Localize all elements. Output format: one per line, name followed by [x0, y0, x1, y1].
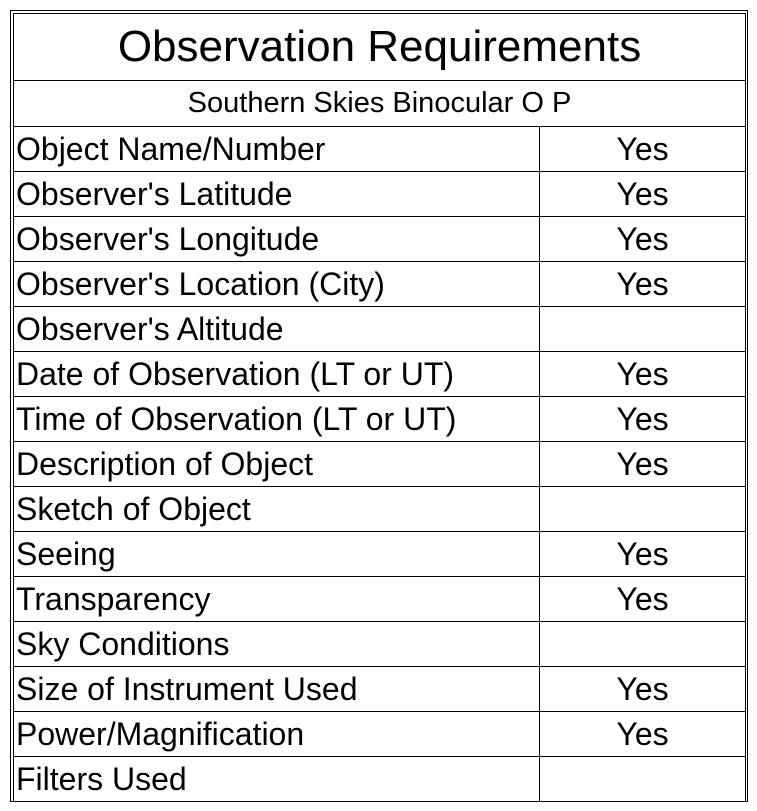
requirement-label: Size of Instrument Used [14, 667, 540, 712]
table-row [14, 217, 746, 262]
requirement-value: Yes [540, 712, 746, 757]
requirement-label: Time of Observation (LT or UT) [14, 397, 540, 442]
requirement-label: Observer's Longitude [14, 217, 540, 262]
table-row [14, 667, 746, 712]
requirement-value: Yes [540, 172, 746, 217]
requirement-label: Seeing [14, 532, 540, 577]
requirement-value: Yes [540, 442, 746, 487]
requirement-label: Power/Magnification [14, 712, 540, 757]
requirement-label: Observer's Location (City) [14, 262, 540, 307]
table-row [14, 532, 746, 577]
subtitle-row [14, 81, 746, 127]
table-row [14, 127, 746, 172]
table-title: Observation Requirements [14, 14, 746, 81]
title-row [14, 14, 746, 81]
requirement-value: Yes [540, 397, 746, 442]
table-row [14, 577, 746, 622]
requirement-label: Sketch of Object [14, 487, 540, 532]
requirement-label: Transparency [14, 577, 540, 622]
requirement-value: Yes [540, 577, 746, 622]
table-row [14, 487, 746, 532]
requirement-label: Description of Object [14, 442, 540, 487]
requirement-label: Observer's Altitude [14, 307, 540, 352]
requirement-value [540, 487, 746, 532]
requirement-value: Yes [540, 127, 746, 172]
requirements-table-frame [10, 10, 748, 802]
table-row [14, 757, 746, 802]
table-row [14, 262, 746, 307]
requirements-table [13, 13, 746, 802]
requirement-value [540, 757, 746, 802]
table-row [14, 397, 746, 442]
requirement-value: Yes [540, 262, 746, 307]
requirement-value: Yes [540, 352, 746, 397]
requirement-value: Yes [540, 667, 746, 712]
table-row [14, 352, 746, 397]
requirement-label: Object Name/Number [14, 127, 540, 172]
requirement-value [540, 622, 746, 667]
table-row [14, 442, 746, 487]
table-row [14, 307, 746, 352]
requirement-value: Yes [540, 217, 746, 262]
table-row [14, 622, 746, 667]
table-row [14, 172, 746, 217]
requirement-value [540, 307, 746, 352]
table-subtitle: Southern Skies Binocular O P [14, 81, 746, 127]
requirement-label: Filters Used [14, 757, 540, 802]
requirement-label: Observer's Latitude [14, 172, 540, 217]
requirement-value: Yes [540, 532, 746, 577]
table-row [14, 712, 746, 757]
requirement-label: Date of Observation (LT or UT) [14, 352, 540, 397]
requirement-label: Sky Conditions [14, 622, 540, 667]
